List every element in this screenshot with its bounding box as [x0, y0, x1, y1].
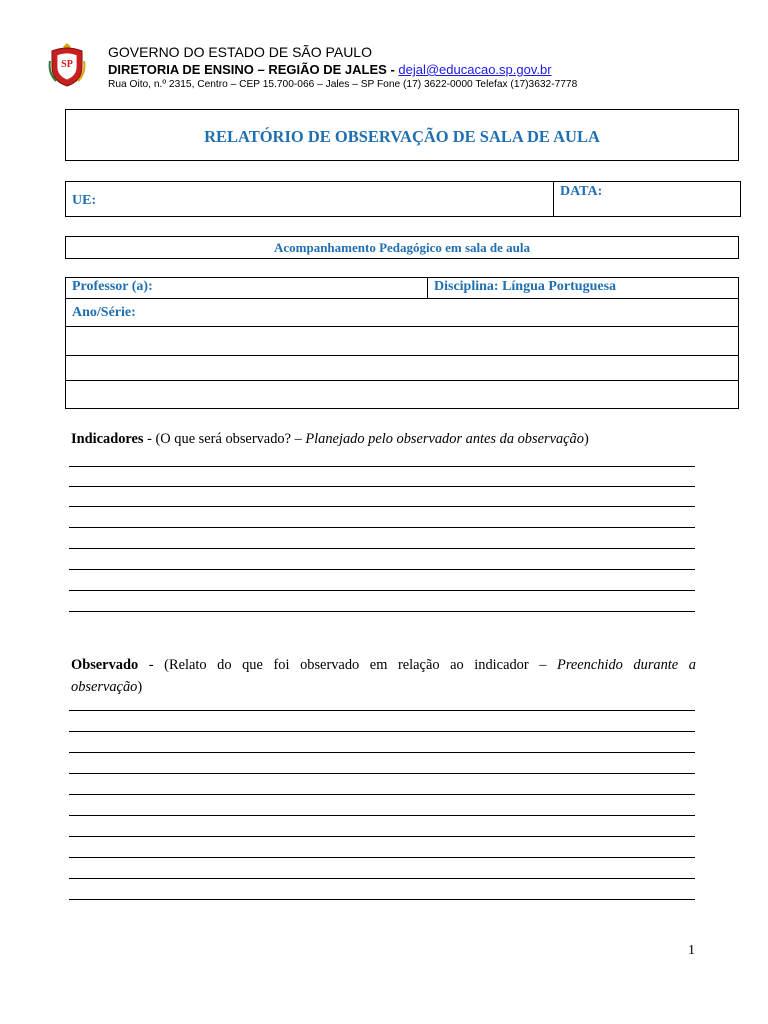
observado-note-continued: observação: [71, 679, 138, 695]
professor-label: Professor (a):: [72, 279, 153, 294]
answer-line[interactable]: [69, 466, 695, 467]
answer-line[interactable]: [69, 710, 695, 711]
title-box: [65, 109, 739, 161]
answer-line[interactable]: [69, 506, 695, 507]
sao-paulo-seal-icon: [48, 41, 86, 87]
observado-note: Preenchido durante a: [557, 657, 696, 673]
separator: -: [143, 431, 156, 447]
answer-line[interactable]: [69, 590, 695, 591]
observado-label: Observado: [71, 657, 139, 673]
acompanhamento-box: [65, 236, 739, 259]
answer-line[interactable]: [69, 836, 695, 837]
answer-line[interactable]: [69, 611, 695, 612]
indicadores-note: Planejado pelo observador antes da observação: [305, 431, 584, 447]
table-row-line: [66, 326, 738, 327]
ue-data-row: [65, 181, 741, 217]
email-link[interactable]: dejal@educacao.sp.gov.br: [398, 62, 552, 77]
indicadores-question: (O que será observado? –: [155, 431, 306, 447]
page-number: 1: [688, 943, 695, 958]
indicadores-label: Indicadores: [71, 431, 144, 447]
answer-line[interactable]: [69, 752, 695, 753]
observado-heading-continued: [71, 676, 696, 698]
answer-line[interactable]: [69, 731, 695, 732]
answer-line[interactable]: [69, 486, 695, 487]
answer-line[interactable]: [69, 857, 695, 858]
header-address-line: Rua Oito, n.º 2315, Centro – CEP 15.700-066 – Jales – SP Fone (17) 3622-0000 Telefax (17)3632-7778: [108, 79, 578, 90]
answer-line[interactable]: [69, 794, 695, 795]
table-row-line: [66, 380, 738, 381]
separator: -: [138, 657, 165, 673]
answer-line[interactable]: [69, 548, 695, 549]
answer-line[interactable]: [69, 899, 695, 900]
answer-line[interactable]: [69, 569, 695, 570]
disciplina-label: Disciplina: Língua Portuguesa: [434, 279, 617, 294]
professor-divider: [427, 278, 428, 298]
table-row-line: [66, 298, 738, 299]
svg-text:SP: SP: [61, 59, 73, 70]
observado-heading: [71, 654, 696, 676]
table-row-line: [66, 355, 738, 356]
page-title: RELATÓRIO DE OBSERVAÇÃO DE SALA DE AULA: [204, 127, 600, 146]
answer-line[interactable]: [69, 527, 695, 528]
indicadores-heading: [71, 428, 696, 450]
acompanhamento-label: Acompanhamento Pedagógico em sala de aula: [273, 240, 531, 255]
data-label: DATA:: [560, 184, 603, 199]
ue-label: UE:: [72, 193, 97, 208]
answer-line[interactable]: [69, 815, 695, 816]
answer-line[interactable]: [69, 878, 695, 879]
observado-question: (Relato do que foi observado em relação ao indicador –: [164, 657, 558, 673]
professor-table: [65, 277, 739, 409]
directorate-name: DIRETORIA DE ENSINO – REGIÃO DE JALES -: [108, 62, 399, 77]
ue-divider: [553, 182, 554, 216]
paren-close: ): [137, 679, 143, 695]
ano-serie-label: Ano/Série:: [72, 305, 136, 320]
paren-close: ): [583, 431, 589, 447]
header-directorate-line: [108, 62, 552, 78]
answer-line[interactable]: [69, 773, 695, 774]
header-government-line: GOVERNO DO ESTADO DE SÃO PAULO: [108, 44, 372, 60]
